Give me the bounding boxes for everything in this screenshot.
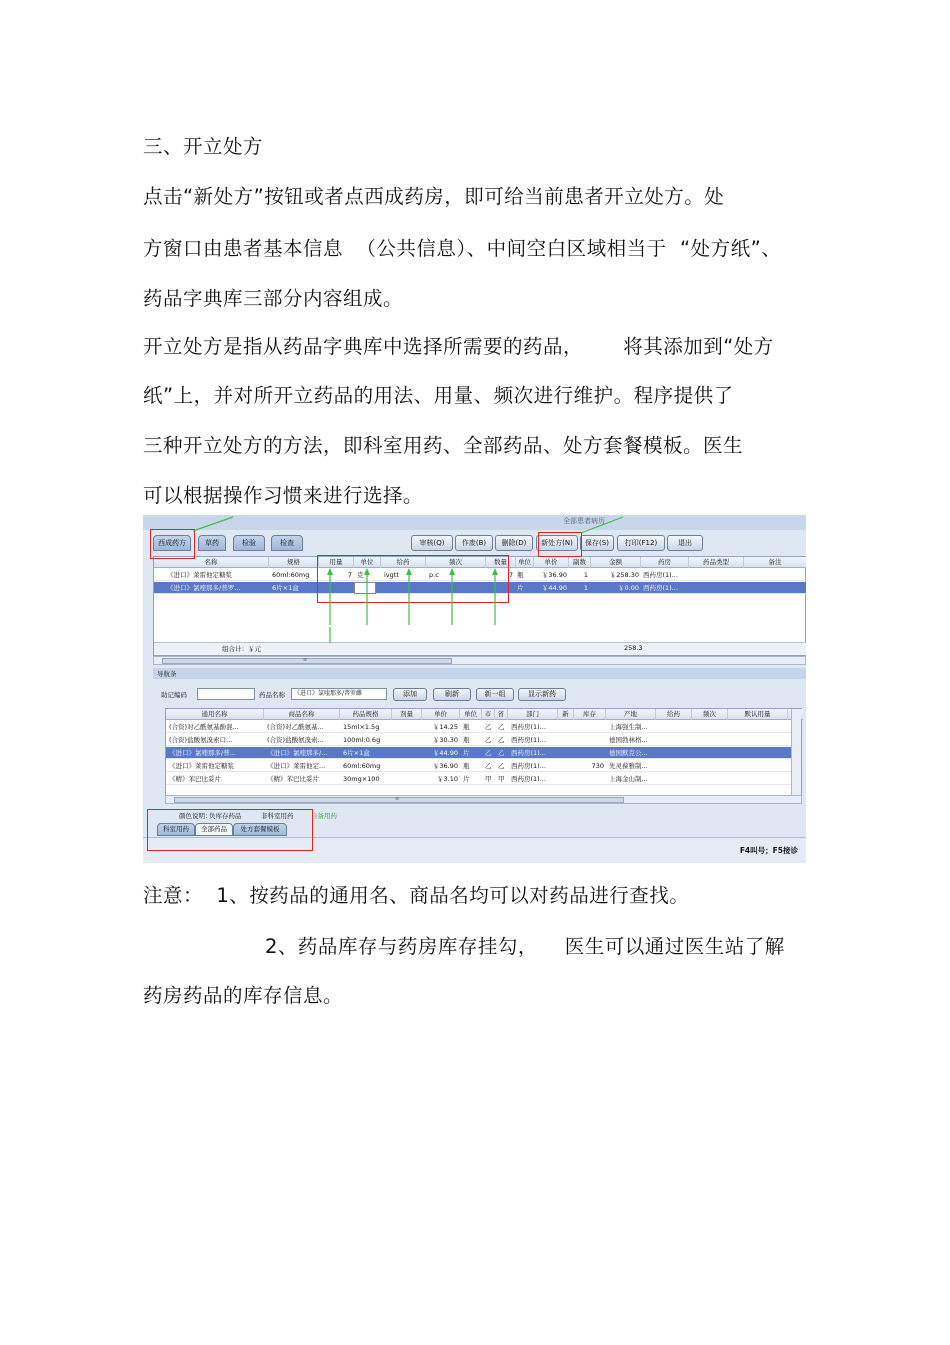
dcol-default-dose: 默认用量	[728, 709, 788, 720]
dictionary-cell	[730, 721, 787, 733]
exit-button[interactable]: 退出	[667, 535, 703, 551]
dictionary-cell	[658, 734, 691, 746]
dcol-route: 给药	[656, 709, 692, 720]
tab-herbal[interactable]: 草药	[198, 535, 226, 551]
save-button[interactable]: 保存(S)	[580, 535, 614, 551]
tab-prescription-templates[interactable]: 处方套餐模板	[233, 823, 287, 836]
dictionary-cell: ￥14.25	[432, 723, 458, 731]
dcol-new: 新	[558, 709, 574, 720]
dictionary-cell: 60ml:60mg	[343, 762, 381, 770]
paragraph-line: 三种开立处方的方法，即科室用药、全部药品、处方套餐模板。医生	[143, 434, 744, 457]
dictionary-cell	[730, 760, 787, 772]
rx-dose[interactable]: 7	[347, 571, 352, 579]
delete-button[interactable]: 删除(D)	[495, 535, 533, 551]
tab-western-drug[interactable]: 西成药方	[153, 535, 191, 551]
dictionary-cell: 乙	[485, 723, 492, 731]
dictionary-cell	[730, 734, 787, 746]
rx-unit2: 瓶	[517, 571, 524, 579]
rx-route[interactable]: ivgtt	[384, 571, 399, 579]
dictionary-cell	[694, 734, 727, 746]
dcol-unit: 单位	[460, 709, 482, 720]
paragraph-line: 点击“新处方”按钮或者点西成药房，即可给当前患者开立处方。处	[143, 185, 725, 208]
dictionary-cell	[560, 773, 573, 785]
dictionary-cell: 乙	[498, 736, 505, 744]
rx-name: 《进口》莱雷他定糖浆	[167, 571, 232, 579]
dictionary-cell: 《进口》莱雷他定...	[267, 762, 326, 770]
dictionary-cell: ￥30.30	[432, 736, 458, 744]
tab-exam[interactable]: 检查	[271, 535, 303, 551]
dictionary-cell: 乙	[485, 749, 492, 757]
col-remark: 备注	[744, 557, 806, 568]
dictionary-cell: 甲	[485, 775, 492, 783]
drug-name-input[interactable]: 《进口》氯喹那多/普罗雌	[291, 688, 387, 700]
paragraph-line: 可以根据操作习惯来进行选择。	[143, 484, 424, 507]
dcol-dept: 部门	[508, 709, 558, 720]
dictionary-cell	[560, 747, 573, 759]
rx-spec: 6片×1盒	[272, 584, 299, 592]
note-line-2: 2、药品库存与药房库存挂勾， 医生可以通过医生站了解	[265, 935, 785, 958]
dictionary-cell: 《进口》氯喹那多/...	[267, 749, 328, 757]
dictionary-vscrollbar[interactable]	[791, 709, 801, 799]
dcol-city: 市	[482, 709, 495, 720]
dictionary-cell: 瓶	[463, 723, 470, 731]
refresh-button[interactable]: 刷新	[433, 688, 471, 701]
col-dose: 用量	[319, 557, 354, 568]
dictionary-cell: 德国默克公...	[609, 749, 648, 757]
dictionary-cell	[658, 760, 691, 772]
group-total-bar	[154, 642, 806, 655]
dictionary-cell: ￥3.10	[437, 775, 458, 783]
dictionary-cell	[694, 760, 727, 772]
section-heading: 三、开立处方	[143, 135, 264, 158]
dcol-frequency: 频次	[692, 709, 728, 720]
col-price: 单价	[534, 557, 569, 568]
rx-pharmacy: 西药房(1)...	[643, 571, 678, 579]
dictionary-cell: 西药房(1)...	[511, 736, 546, 744]
dictionary-cell: 《精》苯巴比妥片	[169, 775, 221, 783]
dictionary-cell	[394, 747, 421, 759]
scroll-thumb[interactable]	[174, 797, 624, 803]
dictionary-cell	[694, 773, 727, 785]
dictionary-cell: 西药房(1)...	[511, 762, 546, 770]
dictionary-row[interactable]	[166, 773, 793, 785]
dictionary-cell: 瓶	[463, 762, 470, 770]
rx-quantity[interactable]: 7	[508, 571, 513, 579]
paragraph-line: 开立处方是指从药品字典库中选择所需要的药品， 将其添加到“处方	[143, 335, 774, 358]
col-frequency: 频次	[426, 557, 486, 568]
dictionary-row[interactable]	[166, 721, 793, 733]
search-code-label: 助记编码	[161, 691, 187, 699]
dictionary-cell: 730	[591, 762, 604, 770]
prescription-hscrollbar[interactable]	[153, 656, 806, 665]
dictionary-cell: 乙	[498, 723, 505, 731]
rx-copies: 1	[583, 584, 588, 592]
dictionary-row-selected[interactable]	[166, 747, 793, 759]
dcol-origin: 产地	[606, 709, 656, 720]
dictionary-cell: 上海强生制...	[609, 723, 648, 731]
col-copies: 副数	[569, 557, 591, 568]
dictionary-cell: 瓶	[463, 736, 470, 744]
group-total-label: 组合计：￥元	[222, 645, 261, 653]
dcol-spec: 药品规格	[340, 709, 392, 720]
dictionary-cell: ￥44.90	[432, 749, 458, 757]
col-amount: 金额	[591, 557, 641, 568]
highlight-new-prescription-box	[538, 532, 582, 557]
embedded-screenshot	[143, 515, 806, 863]
note-line-3: 药房药品的库存信息。	[143, 984, 344, 1007]
dictionary-cell: (合资)盐酸氨溴索...	[267, 736, 324, 744]
dcol-generic: 通用名称	[166, 709, 264, 720]
rx-unit[interactable]: 克	[357, 571, 364, 579]
dictionary-cell: (合资)对乙酰氨基...	[267, 723, 324, 731]
dictionary-cell	[560, 760, 573, 772]
audit-button[interactable]: 审核(Q)	[411, 535, 453, 551]
tab-lab[interactable]: 检验	[233, 535, 265, 551]
dictionary-cell	[576, 747, 605, 759]
legend-non-dept: 非科室用药	[261, 812, 294, 820]
col-quantity: 数量	[486, 557, 516, 568]
rx-copies: 1	[583, 571, 588, 579]
rx-name: 《进口》氯喹那多/普罗...	[167, 584, 241, 592]
dictionary-cell	[394, 734, 421, 746]
nav-bar	[153, 668, 806, 679]
dictionary-cell	[658, 773, 691, 785]
dictionary-cell	[394, 721, 421, 733]
dictionary-cell: 西药房(1)...	[511, 723, 546, 731]
dcol-stock: 库存	[574, 709, 606, 720]
dictionary-cell	[576, 721, 605, 733]
scroll-thumb[interactable]	[162, 658, 452, 664]
dictionary-cell: 6片×1盒	[343, 749, 370, 757]
dcol-price: 单价	[422, 709, 460, 720]
dictionary-cell: 30mg×100	[343, 775, 380, 783]
legend-self-supplied: 自备用药	[311, 812, 337, 820]
dictionary-cell: 先灵葆雅制...	[609, 762, 648, 770]
dictionary-cell: 《精》苯巴比妥片	[267, 775, 319, 783]
status-text: F4叫号；F5接诊	[739, 846, 798, 855]
paragraph-line: 药品字典库三部分内容组成。	[143, 287, 404, 310]
rx-amount: ￥0.00	[618, 584, 639, 592]
dictionary-cell	[576, 734, 605, 746]
dictionary-cell	[694, 747, 727, 759]
dictionary-cell: 乙	[498, 749, 505, 757]
highlight-tab-box	[150, 529, 195, 559]
dictionary-cell: 乙	[498, 762, 505, 770]
paragraph-line: 方窗口由患者基本信息 （公共信息）、中间空白区域相当于 “处方纸”、	[143, 237, 782, 260]
dictionary-cell: 乙	[485, 762, 492, 770]
legend-label: 颜色说明：	[179, 812, 212, 820]
dictionary-cell: 15ml×1.5g	[343, 723, 380, 731]
rx-amount: ￥258.30	[609, 571, 639, 579]
dictionary-cell	[694, 721, 727, 733]
new-prescription-button[interactable]: 新处方(N)	[536, 535, 578, 551]
dictionary-cell	[658, 721, 691, 733]
tab-dept-drugs[interactable]: 科室用药	[157, 823, 195, 836]
dictionary-cell: 乙	[485, 736, 492, 744]
dictionary-cell: 西药房(1)...	[511, 775, 546, 783]
dictionary-cell	[730, 773, 787, 785]
col-pharmacy: 药房	[641, 557, 689, 568]
highlight-bottom-tabs-box	[147, 809, 313, 851]
rx-frequency[interactable]: p.c	[429, 571, 439, 579]
dictionary-cell	[560, 721, 573, 733]
dictionary-cell	[730, 747, 787, 759]
dictionary-header	[166, 709, 803, 720]
col-unit2: 单位	[516, 557, 534, 568]
dictionary-cell: (合资)盐酸氨溴索口...	[169, 736, 233, 744]
show-new-drugs-button[interactable]: 显示新药	[518, 688, 566, 701]
group-total-value: 258.3	[624, 644, 643, 652]
dictionary-hscrollbar[interactable]	[165, 795, 802, 804]
dictionary-cell	[576, 773, 605, 785]
dcol-brand: 商品名称	[264, 709, 340, 720]
dictionary-cell: (合资)对乙酰氨基酚混...	[169, 723, 239, 731]
window-title: 全部患者病历	[563, 517, 605, 525]
dictionary-cell: 片	[463, 775, 470, 783]
tab-all-drugs[interactable]: 全部药品	[195, 823, 233, 836]
scroll-grip: ≡	[395, 796, 400, 802]
drug-name-label: 药品名称	[259, 691, 285, 699]
rx-pharmacy: 西药房(1)...	[643, 584, 678, 592]
dictionary-cell: 《进口》氯喹那多/普...	[169, 749, 236, 757]
note-line-1: 注意： 1、按药品的通用名、商品名均可以对药品进行查找。	[143, 884, 690, 907]
search-code-input[interactable]	[197, 688, 255, 700]
dcol-dose: 剂量	[392, 709, 422, 720]
scroll-grip: ≡	[303, 657, 308, 663]
dictionary-row[interactable]	[166, 760, 793, 772]
dictionary-cell: 《进口》莱雷他定糖浆	[169, 762, 234, 770]
dictionary-cell: ￥36.90	[432, 762, 458, 770]
rx-price: ￥44.90	[541, 584, 567, 592]
dcol-province: 省	[495, 709, 508, 720]
new-group-button[interactable]: 新一组	[476, 688, 514, 701]
paragraph-line: 纸”上，并对所开立药品的用法、用量、频次进行维护。程序提供了	[143, 384, 734, 407]
dictionary-cell: 100ml:0.6g	[343, 736, 381, 744]
dictionary-cell: 德国勃林格...	[609, 736, 648, 744]
col-name: 名称	[154, 557, 269, 568]
col-route: 给药	[381, 557, 426, 568]
col-spec: 规格	[269, 557, 319, 568]
dictionary-cell	[394, 760, 421, 772]
dictionary-cell	[658, 747, 691, 759]
dictionary-cell: 片	[463, 749, 470, 757]
dictionary-cell	[560, 734, 573, 746]
dictionary-row[interactable]	[166, 734, 793, 746]
print-button[interactable]: 打印(F12)	[617, 535, 665, 551]
dictionary-cell	[394, 773, 421, 785]
col-drug-type: 药品类型	[689, 557, 744, 568]
nav-label: 导航条	[157, 670, 177, 678]
rx-unit2: 片	[517, 584, 524, 592]
dictionary-cell: 甲	[498, 775, 505, 783]
dictionary-cell: 上海金山制...	[609, 775, 648, 783]
top-strip	[143, 515, 806, 530]
add-button[interactable]: 添加	[393, 688, 427, 701]
drug-dictionary-grid	[165, 708, 802, 800]
void-button[interactable]: 作废(B)	[455, 535, 493, 551]
col-unit: 单位	[354, 557, 381, 568]
dictionary-cell: 西药房(1)...	[511, 749, 546, 757]
highlight-dose-columns-box	[317, 555, 509, 603]
rx-price: ￥36.90	[541, 571, 567, 579]
legend-negative-stock: 负库存药品	[209, 812, 242, 820]
rx-spec: 60ml:60mg	[272, 571, 310, 579]
